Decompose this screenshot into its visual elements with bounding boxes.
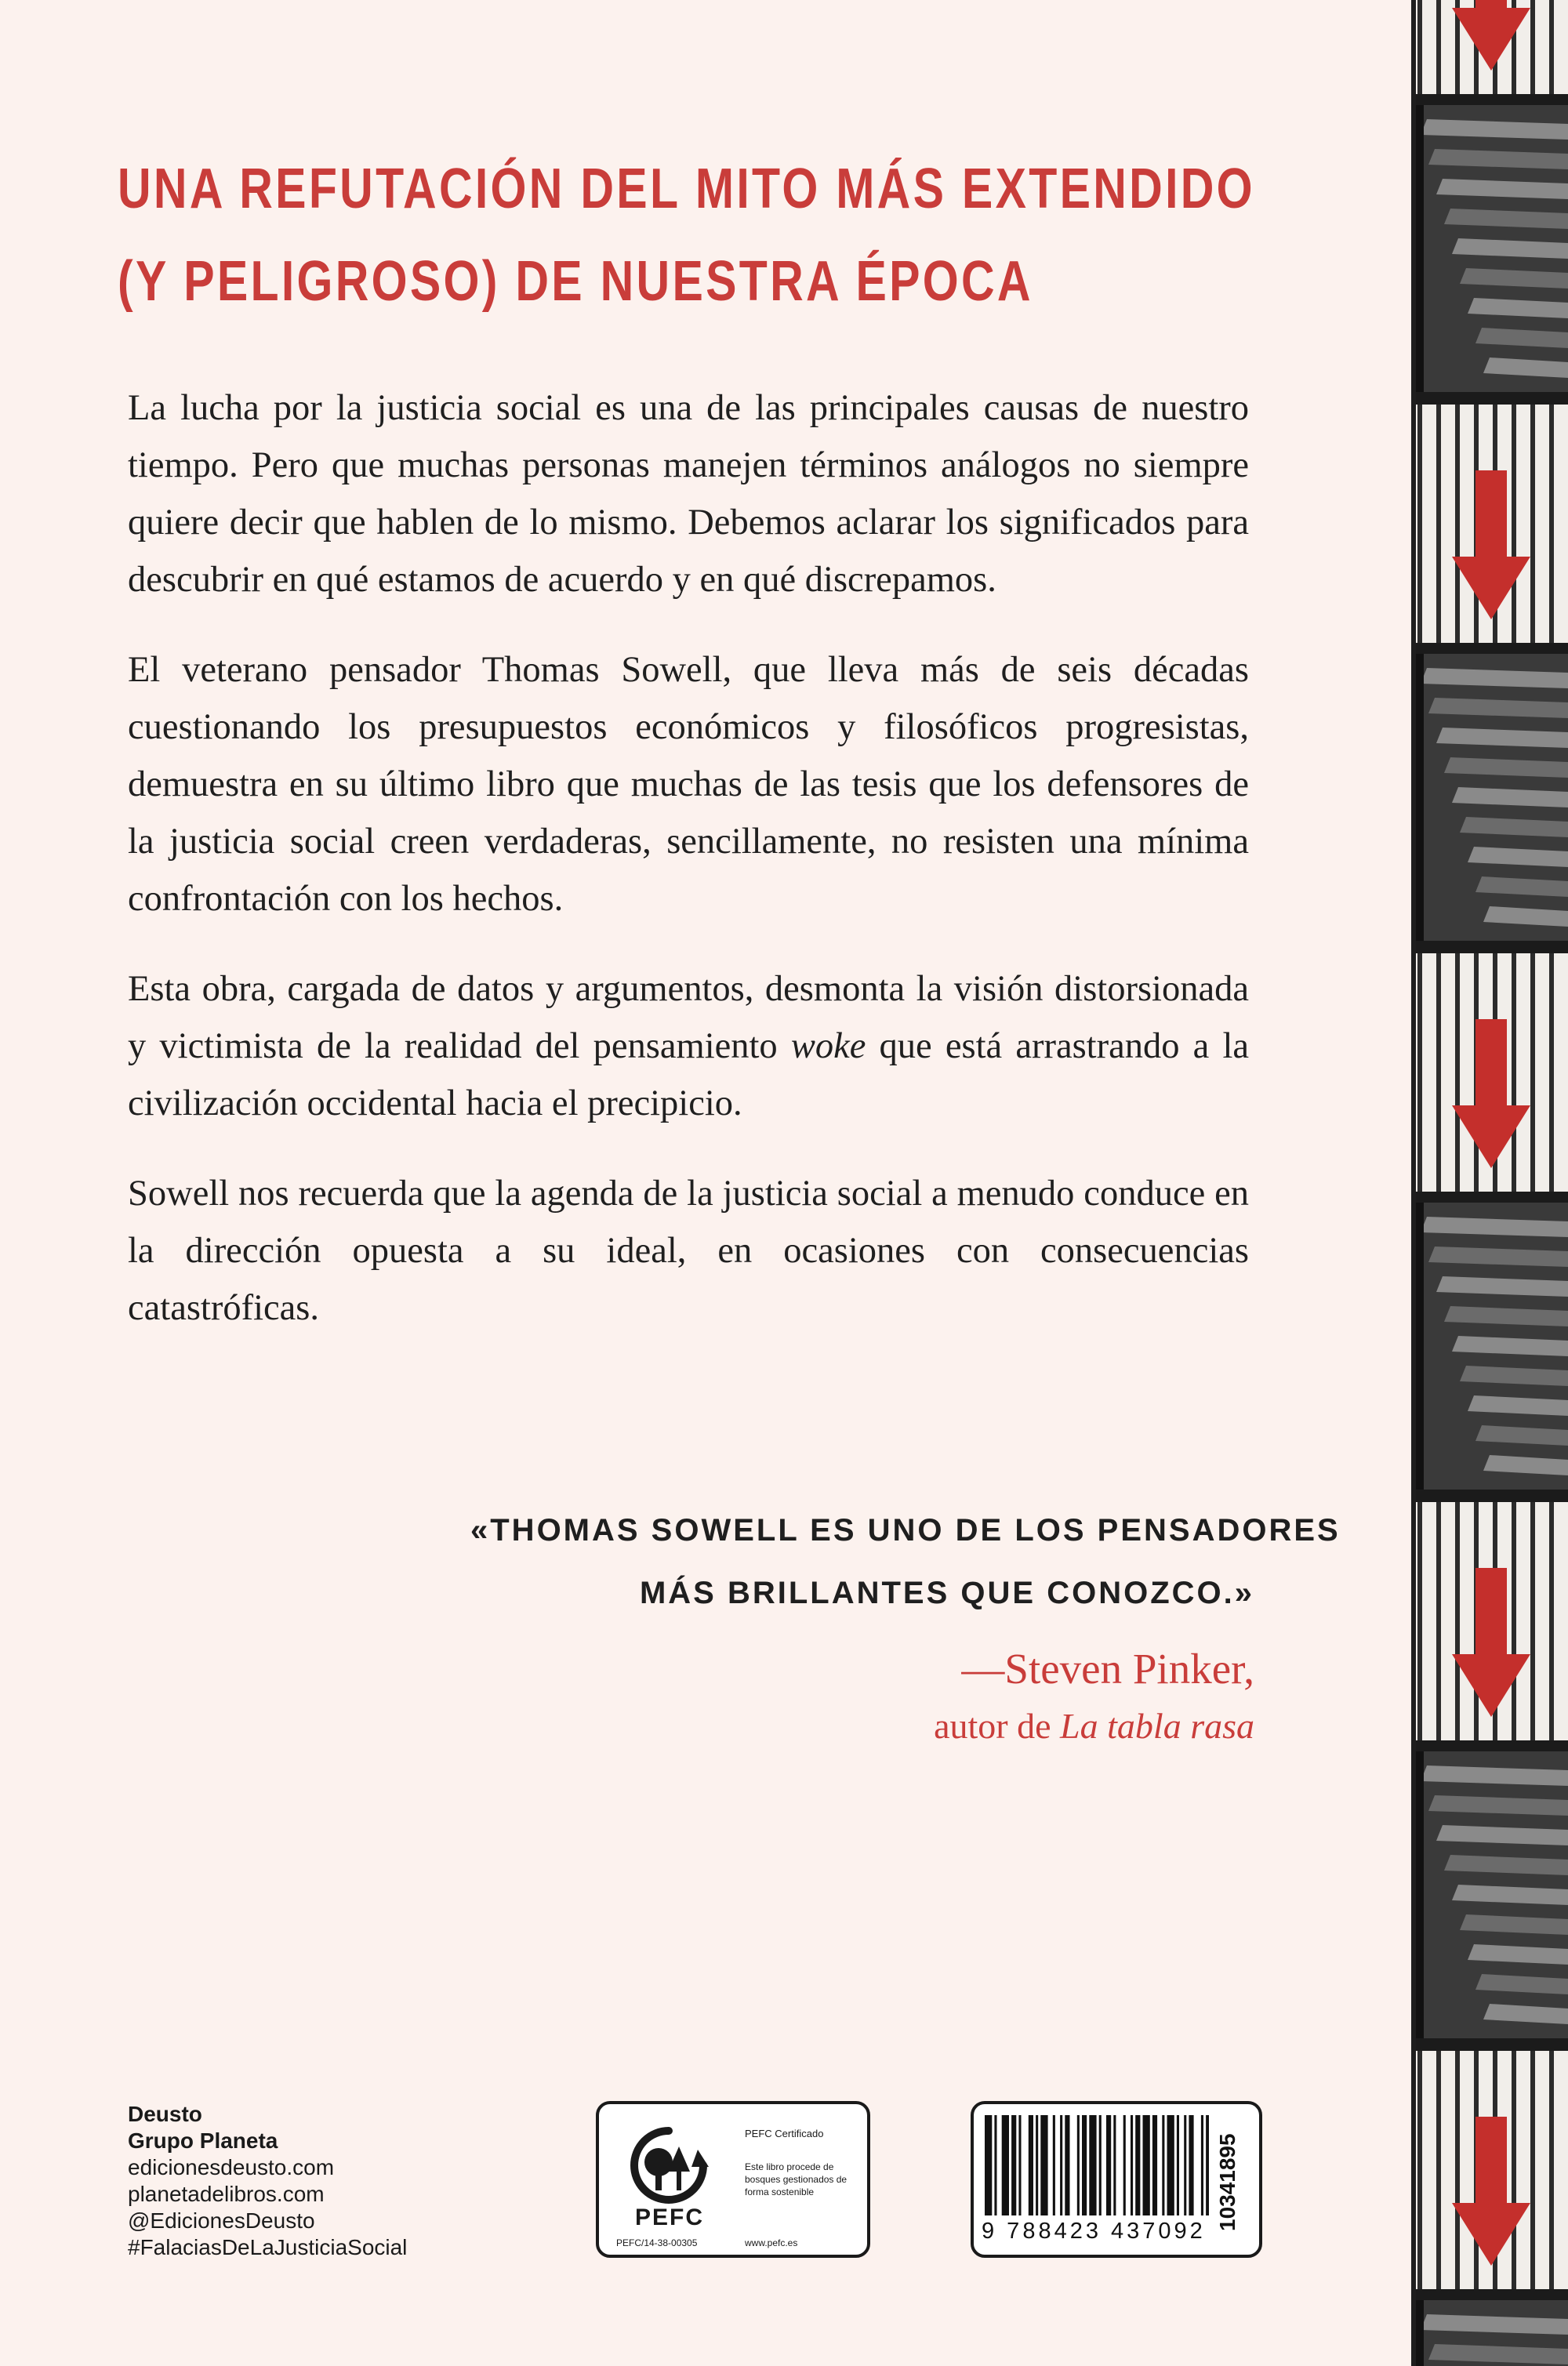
quote-source (549, 1703, 1254, 1750)
quote-line-1: «THOMAS SOWELL ES UNO DE LOS PENSADORES (470, 1513, 1341, 1548)
barcode-digits: 9 788423 437092 (982, 2219, 1206, 2244)
endorsement-quote (470, 1499, 1341, 1624)
publisher-info (128, 2101, 535, 2261)
blurb-paragraph-2: El veterano pensador Thomas Sowell, que lleva más de seis décadas cuestionando los presupuestos económicos y filosóficos progresistas, demuestra en su último libro que muchas de las tesis que los defensores de la justicia social creen verdaderas, sencillamente, no resisten una mínima confrontación con los hechos. (128, 650, 1249, 919)
pefc-certified: PEFC Certificado (745, 2128, 824, 2139)
isbn-barcode (971, 2101, 1262, 2258)
barcode-bars (974, 2104, 1209, 2222)
blurb-p3-end: que está arrastrando a la civilización occidental hacia el precipicio. (128, 1026, 1250, 1123)
blurb-p3-start: Esta obra, cargada de datos y argumentos, desmonta la visión distorsionada y victimista de la realidad del pensamiento (128, 969, 1249, 1066)
quote-source-prefix: autor de (934, 1706, 1061, 1746)
pefc-description: Este libro procede de bosques gestionados de forma sostenible (745, 2161, 848, 2197)
pefc-logo-text: PEFC (634, 2205, 704, 2230)
blurb (128, 379, 1249, 1370)
publisher-hashtag: #FalaciasDeLaJusticiaSocial (128, 2235, 408, 2259)
publisher-social: @EdicionesDeusto (128, 2208, 315, 2233)
blurb-paragraph-3 (128, 960, 1249, 1132)
blurb-paragraph-1: La lucha por la justicia social es una de las principales causas de nuestro tiempo. Pero que muchas personas manejen términos análogos no siempre quiere decir que hablen de lo mismo. Debemos aclarar los significados para descubrir en qué estamos de acuerdo y en qué discrepamos. (128, 388, 1249, 600)
headline-line-1: UNA REFUTACIÓN DEL MITO MÁS EXTENDIDO (118, 158, 1255, 220)
pefc-code: PEFC/14-38-00305 (616, 2237, 698, 2248)
headline (118, 143, 1255, 328)
blurb-paragraph-4: Sowell nos recuerda que la agenda de la justicia social a menudo conduce en la dirección opuesta a su ideal, en ocasiones con consecuencias catastróficas. (128, 1174, 1249, 1328)
pefc-badge (596, 2101, 870, 2258)
quote-author: —Steven Pinker, (961, 1645, 1254, 1693)
headline-line-2: (Y PELIGROSO) DE NUESTRA ÉPOCA (118, 250, 1033, 313)
publisher-group: Grupo Planeta (128, 2128, 278, 2153)
staircase-image (1411, 0, 1568, 2366)
pefc-tree-logo-icon (626, 2126, 712, 2205)
publisher-web-2: planetadelibros.com (128, 2182, 325, 2206)
quote-source-title: La tabla rasa (1060, 1706, 1254, 1746)
quote-line-2: MÁS BRILLANTES QUE CONOZCO.» (639, 1576, 1254, 1610)
publisher-web-1: edicionesdeusto.com (128, 2155, 335, 2179)
blurb-p3-emphasis: woke (790, 1026, 866, 1066)
publisher-name: Deusto (128, 2102, 202, 2126)
pefc-web: www.pefc.es (745, 2237, 798, 2248)
barcode-internal-code: 10341895 (1215, 2133, 1240, 2232)
